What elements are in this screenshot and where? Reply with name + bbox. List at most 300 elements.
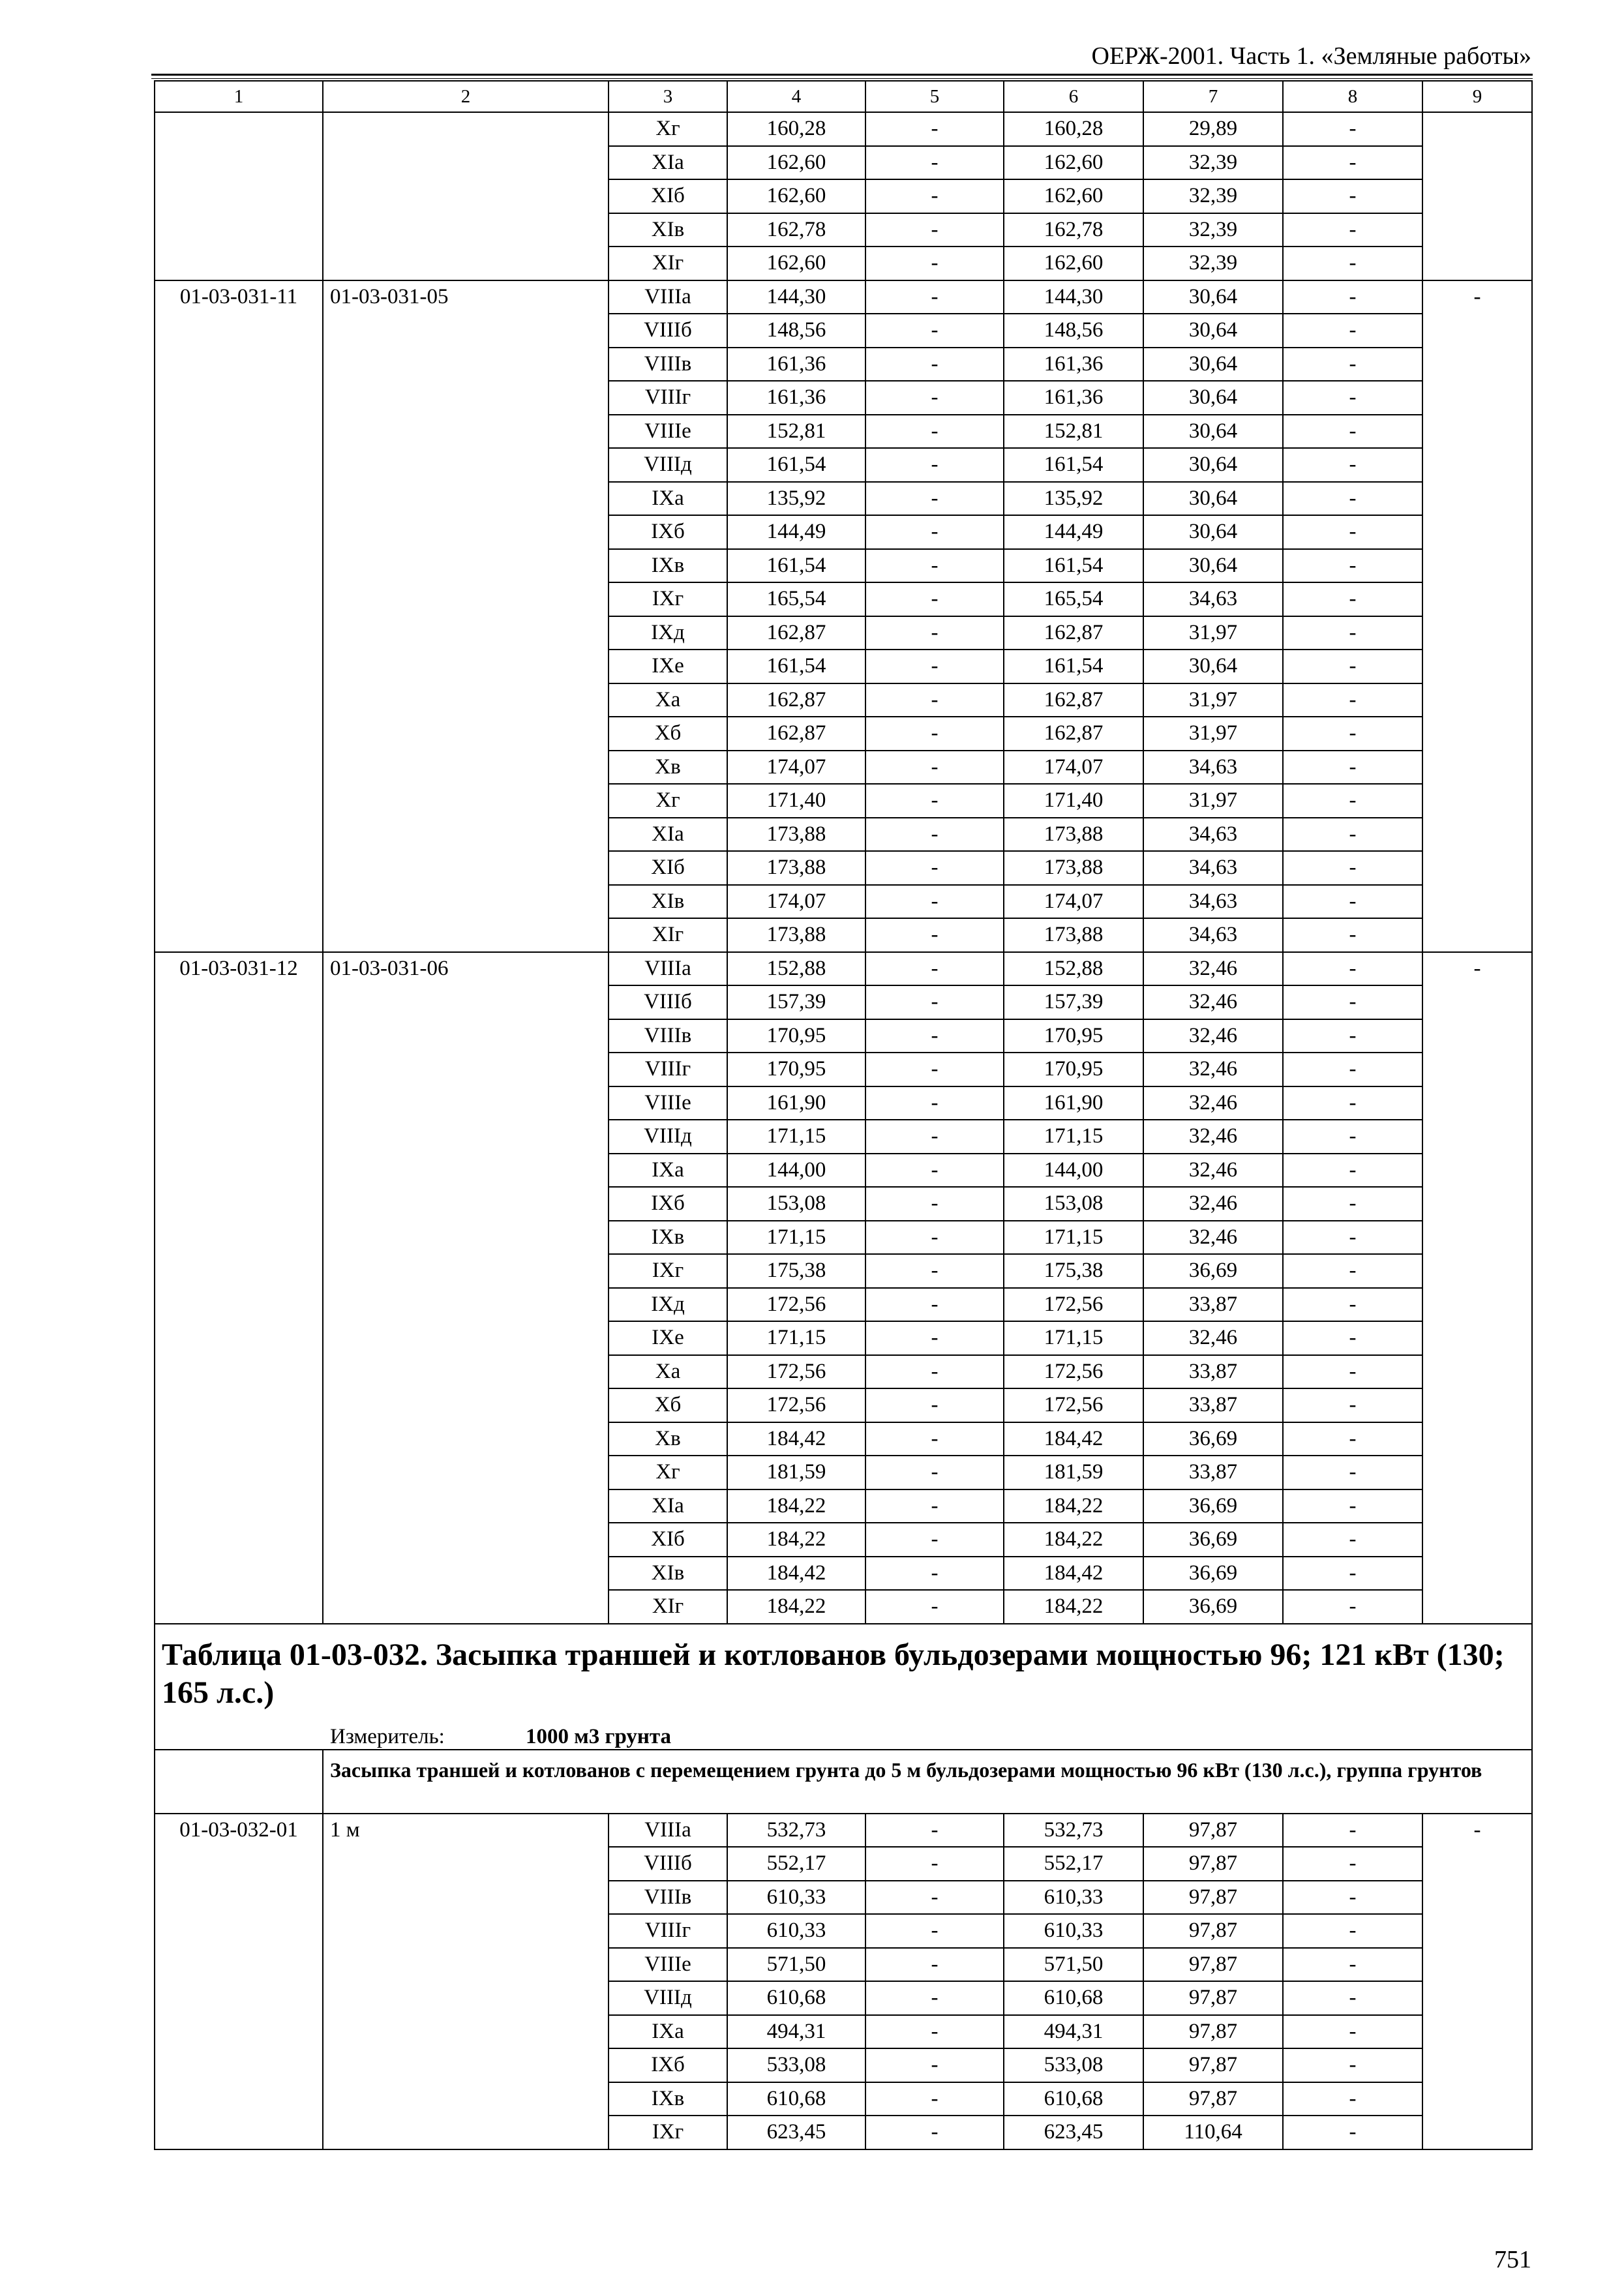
- table-row: [155, 1814, 1532, 1848]
- total-cost-cell: 162,78: [727, 213, 865, 247]
- materials-cell: -: [1283, 146, 1422, 180]
- rate-code-cell: 01-03-032-01: [155, 1814, 323, 2149]
- soil-group-cell: IXд: [609, 616, 727, 650]
- machine-cost-cell: 184,22: [1004, 1489, 1143, 1523]
- wages-cell: -: [865, 1948, 1004, 1982]
- column-number: 8: [1283, 81, 1422, 112]
- machine-cost-cell: 184,22: [1004, 1523, 1143, 1557]
- machine-cost-cell: 144,30: [1004, 280, 1143, 314]
- machine-cost-cell: 161,54: [1004, 650, 1143, 683]
- machinist-wages-cell: 97,87: [1143, 1981, 1283, 2015]
- total-cost-cell: 175,38: [727, 1254, 865, 1288]
- materials-cell: -: [1283, 885, 1422, 919]
- estimate-table: [154, 80, 1533, 2150]
- machine-cost-cell: 152,81: [1004, 415, 1143, 449]
- materials-cell: -: [1283, 415, 1422, 449]
- materials-cell: -: [1283, 1948, 1422, 1982]
- wages-cell: -: [865, 1914, 1004, 1948]
- machinist-wages-cell: 33,87: [1143, 1388, 1283, 1422]
- total-cost-cell: 161,54: [727, 549, 865, 583]
- materials-cell: -: [1283, 1053, 1422, 1086]
- table-body: [155, 81, 1532, 2149]
- soil-group-cell: XIв: [609, 885, 727, 919]
- equipment-cost-cell: -: [1422, 952, 1532, 1624]
- wages-cell: -: [865, 280, 1004, 314]
- wages-cell: -: [865, 582, 1004, 616]
- materials-cell: -: [1283, 650, 1422, 683]
- wages-cell: -: [865, 2082, 1004, 2116]
- table-row: [155, 280, 1532, 314]
- total-cost-cell: 144,30: [727, 280, 865, 314]
- machine-cost-cell: 571,50: [1004, 1948, 1143, 1982]
- materials-cell: -: [1283, 683, 1422, 717]
- materials-cell: -: [1283, 179, 1422, 213]
- wages-cell: -: [865, 1422, 1004, 1456]
- machine-cost-cell: 157,39: [1004, 985, 1143, 1019]
- machinist-wages-cell: 34,63: [1143, 918, 1283, 952]
- total-cost-cell: 161,54: [727, 650, 865, 683]
- machinist-wages-cell: 32,39: [1143, 179, 1283, 213]
- wages-cell: -: [865, 1019, 1004, 1053]
- total-cost-cell: 623,45: [727, 2116, 865, 2149]
- wages-cell: -: [865, 1321, 1004, 1355]
- machinist-wages-cell: 33,87: [1143, 1288, 1283, 1322]
- machine-cost-cell: 184,42: [1004, 1422, 1143, 1456]
- total-cost-cell: 161,36: [727, 381, 865, 415]
- materials-cell: -: [1283, 1254, 1422, 1288]
- materials-cell: -: [1283, 1086, 1422, 1120]
- machine-cost-cell: 162,87: [1004, 717, 1143, 751]
- total-cost-cell: 161,54: [727, 448, 865, 482]
- soil-group-cell: IXб: [609, 2048, 727, 2082]
- total-cost-cell: 162,87: [727, 717, 865, 751]
- wages-cell: -: [865, 1154, 1004, 1188]
- soil-group-cell: VIIIб: [609, 314, 727, 348]
- machinist-wages-cell: 97,87: [1143, 2015, 1283, 2049]
- soil-group-cell: VIIIa: [609, 952, 727, 986]
- total-cost-cell: 171,15: [727, 1321, 865, 1355]
- total-cost-cell: 172,56: [727, 1388, 865, 1422]
- machinist-wages-cell: 32,39: [1143, 146, 1283, 180]
- wages-cell: -: [865, 314, 1004, 348]
- machinist-wages-cell: 36,69: [1143, 1523, 1283, 1557]
- machinist-wages-cell: 33,87: [1143, 1456, 1283, 1489]
- wages-cell: -: [865, 885, 1004, 919]
- soil-group-cell: Xг: [609, 784, 727, 818]
- table-title-cell: [155, 1624, 1532, 1750]
- total-cost-cell: 144,00: [727, 1154, 865, 1188]
- soil-group-cell: VIIIв: [609, 348, 727, 382]
- wages-cell: -: [865, 683, 1004, 717]
- total-cost-cell: 153,08: [727, 1187, 865, 1221]
- machinist-wages-cell: 31,97: [1143, 616, 1283, 650]
- machine-cost-cell: 181,59: [1004, 1456, 1143, 1489]
- soil-group-cell: Xг: [609, 1456, 727, 1489]
- wages-cell: -: [865, 1254, 1004, 1288]
- materials-cell: -: [1283, 717, 1422, 751]
- total-cost-cell: 174,07: [727, 885, 865, 919]
- machine-cost-cell: 184,42: [1004, 1557, 1143, 1591]
- machinist-wages-cell: 97,87: [1143, 2048, 1283, 2082]
- total-cost-cell: 161,90: [727, 1086, 865, 1120]
- materials-cell: -: [1283, 1422, 1422, 1456]
- total-cost-cell: 173,88: [727, 818, 865, 852]
- materials-cell: -: [1283, 582, 1422, 616]
- machine-cost-cell: 161,36: [1004, 348, 1143, 382]
- materials-cell: -: [1283, 1288, 1422, 1322]
- materials-cell: -: [1283, 1557, 1422, 1591]
- total-cost-cell: 494,31: [727, 2015, 865, 2049]
- total-cost-cell: 173,88: [727, 918, 865, 952]
- section-subtitle: Засыпка траншей и котлованов с перемещением грунта до 5 м бульдозерами мощностью 96 кВт (130 л.с.), группа грунтов: [323, 1750, 1532, 1814]
- wages-cell: -: [865, 1053, 1004, 1086]
- machinist-wages-cell: 32,39: [1143, 247, 1283, 280]
- machine-cost-cell: 161,54: [1004, 549, 1143, 583]
- wages-cell: -: [865, 1221, 1004, 1255]
- total-cost-cell: 184,22: [727, 1489, 865, 1523]
- machinist-wages-cell: 36,69: [1143, 1254, 1283, 1288]
- rate-code-cell: 01-03-031-11: [155, 280, 323, 952]
- machinist-wages-cell: 30,64: [1143, 280, 1283, 314]
- wages-cell: -: [865, 1590, 1004, 1624]
- materials-cell: -: [1283, 1321, 1422, 1355]
- equipment-cost-cell: [1422, 112, 1532, 280]
- materials-cell: -: [1283, 918, 1422, 952]
- table-row: [155, 952, 1532, 986]
- total-cost-cell: 170,95: [727, 1053, 865, 1086]
- machinist-wages-cell: 34,63: [1143, 751, 1283, 785]
- total-cost-cell: 184,22: [727, 1590, 865, 1624]
- wages-cell: -: [865, 952, 1004, 986]
- rate-name-cell: [323, 112, 609, 280]
- soil-group-cell: Xв: [609, 1422, 727, 1456]
- total-cost-cell: 610,33: [727, 1881, 865, 1915]
- machine-cost-cell: 160,28: [1004, 112, 1143, 146]
- wages-cell: -: [865, 918, 1004, 952]
- wages-cell: -: [865, 1086, 1004, 1120]
- wages-cell: -: [865, 1187, 1004, 1221]
- wages-cell: -: [865, 1388, 1004, 1422]
- materials-cell: -: [1283, 1914, 1422, 1948]
- measure-label: Измеритель:: [330, 1724, 445, 1748]
- total-cost-cell: 171,15: [727, 1221, 865, 1255]
- total-cost-cell: 571,50: [727, 1948, 865, 1982]
- machinist-wages-cell: 34,63: [1143, 851, 1283, 885]
- machinist-wages-cell: 30,64: [1143, 381, 1283, 415]
- total-cost-cell: 161,36: [727, 348, 865, 382]
- column-number: 3: [609, 81, 727, 112]
- materials-cell: -: [1283, 1489, 1422, 1523]
- wages-cell: -: [865, 448, 1004, 482]
- machinist-wages-cell: 31,97: [1143, 717, 1283, 751]
- materials-cell: -: [1283, 1981, 1422, 2015]
- soil-group-cell: XIг: [609, 247, 727, 280]
- wages-cell: -: [865, 616, 1004, 650]
- machinist-wages-cell: 110,64: [1143, 2116, 1283, 2149]
- materials-cell: -: [1283, 1881, 1422, 1915]
- machinist-wages-cell: 32,46: [1143, 1019, 1283, 1053]
- materials-cell: -: [1283, 280, 1422, 314]
- machinist-wages-cell: 97,87: [1143, 1814, 1283, 1848]
- measure-line: [162, 1726, 1525, 1748]
- wages-cell: -: [865, 415, 1004, 449]
- soil-group-cell: XIб: [609, 851, 727, 885]
- materials-cell: -: [1283, 1120, 1422, 1154]
- total-cost-cell: 184,42: [727, 1422, 865, 1456]
- wages-cell: -: [865, 650, 1004, 683]
- soil-group-cell: IXa: [609, 2015, 727, 2049]
- wages-cell: -: [865, 784, 1004, 818]
- machine-cost-cell: 162,87: [1004, 616, 1143, 650]
- wages-cell: -: [865, 1456, 1004, 1489]
- page-header: ОЕРЖ-2001. Часть 1. «Земляные работы»: [1091, 42, 1531, 70]
- soil-group-cell: XIв: [609, 1557, 727, 1591]
- materials-cell: -: [1283, 1523, 1422, 1557]
- machine-cost-cell: 152,88: [1004, 952, 1143, 986]
- machinist-wages-cell: 36,69: [1143, 1590, 1283, 1624]
- soil-group-cell: IXг: [609, 582, 727, 616]
- soil-group-cell: VIIIд: [609, 1981, 727, 2015]
- total-cost-cell: 533,08: [727, 2048, 865, 2082]
- machine-cost-cell: 162,60: [1004, 247, 1143, 280]
- materials-cell: -: [1283, 1590, 1422, 1624]
- materials-cell: -: [1283, 515, 1422, 549]
- materials-cell: -: [1283, 851, 1422, 885]
- materials-cell: -: [1283, 549, 1422, 583]
- machine-cost-cell: 135,92: [1004, 482, 1143, 516]
- machinist-wages-cell: 30,64: [1143, 314, 1283, 348]
- column-number: 7: [1143, 81, 1283, 112]
- soil-group-cell: VIIIд: [609, 448, 727, 482]
- machine-cost-cell: 161,54: [1004, 448, 1143, 482]
- total-cost-cell: 160,28: [727, 112, 865, 146]
- materials-cell: -: [1283, 213, 1422, 247]
- materials-cell: -: [1283, 2048, 1422, 2082]
- total-cost-cell: 173,88: [727, 851, 865, 885]
- wages-cell: -: [865, 549, 1004, 583]
- materials-cell: -: [1283, 751, 1422, 785]
- machinist-wages-cell: 32,46: [1143, 1053, 1283, 1086]
- rate-code-cell: 01-03-031-12: [155, 952, 323, 1624]
- machinist-wages-cell: 30,64: [1143, 515, 1283, 549]
- machine-cost-cell: 161,90: [1004, 1086, 1143, 1120]
- rate-code-cell: [155, 112, 323, 280]
- total-cost-cell: 144,49: [727, 515, 865, 549]
- soil-group-cell: XIг: [609, 1590, 727, 1624]
- total-cost-cell: 532,73: [727, 1814, 865, 1848]
- materials-cell: -: [1283, 2082, 1422, 2116]
- soil-group-cell: VIIIе: [609, 415, 727, 449]
- machinist-wages-cell: 32,46: [1143, 1120, 1283, 1154]
- table-row: [155, 112, 1532, 146]
- soil-group-cell: VIIIa: [609, 280, 727, 314]
- machinist-wages-cell: 31,97: [1143, 784, 1283, 818]
- wages-cell: -: [865, 1523, 1004, 1557]
- machine-cost-cell: 162,78: [1004, 213, 1143, 247]
- machine-cost-cell: 171,15: [1004, 1221, 1143, 1255]
- soil-group-cell: XIб: [609, 1523, 727, 1557]
- total-cost-cell: 610,68: [727, 1981, 865, 2015]
- wages-cell: -: [865, 2116, 1004, 2149]
- soil-group-cell: VIIIв: [609, 1881, 727, 1915]
- machinist-wages-cell: 34,63: [1143, 885, 1283, 919]
- soil-group-cell: VIIIд: [609, 1120, 727, 1154]
- subtitle-empty-cell: [155, 1750, 323, 1814]
- machinist-wages-cell: 36,69: [1143, 1422, 1283, 1456]
- total-cost-cell: 148,56: [727, 314, 865, 348]
- machinist-wages-cell: 34,63: [1143, 818, 1283, 852]
- soil-group-cell: XIa: [609, 1489, 727, 1523]
- machinist-wages-cell: 30,64: [1143, 549, 1283, 583]
- machine-cost-cell: 153,08: [1004, 1187, 1143, 1221]
- soil-group-cell: IXa: [609, 1154, 727, 1188]
- materials-cell: -: [1283, 1154, 1422, 1188]
- materials-cell: -: [1283, 616, 1422, 650]
- soil-group-cell: VIIIг: [609, 381, 727, 415]
- soil-group-cell: VIIIе: [609, 1948, 727, 1982]
- total-cost-cell: 162,87: [727, 683, 865, 717]
- total-cost-cell: 165,54: [727, 582, 865, 616]
- total-cost-cell: 610,33: [727, 1914, 865, 1948]
- machine-cost-cell: 172,56: [1004, 1388, 1143, 1422]
- soil-group-cell: XIб: [609, 179, 727, 213]
- materials-cell: -: [1283, 952, 1422, 986]
- machinist-wages-cell: 32,46: [1143, 985, 1283, 1019]
- table-title: Таблица 01-03-032. Засыпка траншей и котлованов бульдозерами мощностью 96; 121 кВт (130; 165 л.с.): [162, 1637, 1505, 1710]
- total-cost-cell: 610,68: [727, 2082, 865, 2116]
- machine-cost-cell: 171,15: [1004, 1120, 1143, 1154]
- materials-cell: -: [1283, 985, 1422, 1019]
- section-subtitle-row: [155, 1750, 1532, 1814]
- column-number: 1: [155, 81, 323, 112]
- machine-cost-cell: 173,88: [1004, 818, 1143, 852]
- soil-group-cell: XIa: [609, 818, 727, 852]
- machine-cost-cell: 175,38: [1004, 1254, 1143, 1288]
- soil-group-cell: Xг: [609, 112, 727, 146]
- materials-cell: -: [1283, 1847, 1422, 1881]
- machine-cost-cell: 623,45: [1004, 2116, 1143, 2149]
- wages-cell: -: [865, 179, 1004, 213]
- machine-cost-cell: 171,15: [1004, 1321, 1143, 1355]
- soil-group-cell: VIIIa: [609, 1814, 727, 1848]
- materials-cell: -: [1283, 314, 1422, 348]
- rate-name-cell: 01-03-031-05: [323, 280, 609, 952]
- machine-cost-cell: 173,88: [1004, 851, 1143, 885]
- total-cost-cell: 152,88: [727, 952, 865, 986]
- machine-cost-cell: 610,33: [1004, 1914, 1143, 1948]
- column-number-row: [155, 81, 1532, 112]
- machine-cost-cell: 533,08: [1004, 2048, 1143, 2082]
- soil-group-cell: VIIIб: [609, 985, 727, 1019]
- machinist-wages-cell: 30,64: [1143, 415, 1283, 449]
- soil-group-cell: IXa: [609, 482, 727, 516]
- machine-cost-cell: 552,17: [1004, 1847, 1143, 1881]
- machine-cost-cell: 610,68: [1004, 1981, 1143, 2015]
- machinist-wages-cell: 32,46: [1143, 1086, 1283, 1120]
- wages-cell: -: [865, 1355, 1004, 1389]
- soil-group-cell: XIг: [609, 918, 727, 952]
- materials-cell: -: [1283, 2015, 1422, 2049]
- machine-cost-cell: 148,56: [1004, 314, 1143, 348]
- soil-group-cell: Xa: [609, 683, 727, 717]
- soil-group-cell: IXб: [609, 515, 727, 549]
- wages-cell: -: [865, 213, 1004, 247]
- wages-cell: -: [865, 818, 1004, 852]
- soil-group-cell: IXе: [609, 1321, 727, 1355]
- soil-group-cell: VIIIв: [609, 1019, 727, 1053]
- total-cost-cell: 162,87: [727, 616, 865, 650]
- machinist-wages-cell: 32,46: [1143, 1221, 1283, 1255]
- wages-cell: -: [865, 1288, 1004, 1322]
- wages-cell: -: [865, 985, 1004, 1019]
- machinist-wages-cell: 30,64: [1143, 650, 1283, 683]
- machine-cost-cell: 174,07: [1004, 751, 1143, 785]
- machine-cost-cell: 170,95: [1004, 1019, 1143, 1053]
- total-cost-cell: 162,60: [727, 247, 865, 280]
- wages-cell: -: [865, 751, 1004, 785]
- materials-cell: -: [1283, 112, 1422, 146]
- machine-cost-cell: 170,95: [1004, 1053, 1143, 1086]
- header-rule-thin: [151, 78, 1533, 79]
- total-cost-cell: 135,92: [727, 482, 865, 516]
- soil-group-cell: IXд: [609, 1288, 727, 1322]
- wages-cell: -: [865, 348, 1004, 382]
- soil-group-cell: XIв: [609, 213, 727, 247]
- machinist-wages-cell: 97,87: [1143, 2082, 1283, 2116]
- soil-group-cell: IXе: [609, 650, 727, 683]
- measure-value: 1000 м3 грунта: [526, 1724, 672, 1748]
- machinist-wages-cell: 32,46: [1143, 952, 1283, 986]
- materials-cell: -: [1283, 1814, 1422, 1848]
- soil-group-cell: VIIIб: [609, 1847, 727, 1881]
- wages-cell: -: [865, 1981, 1004, 2015]
- materials-cell: -: [1283, 784, 1422, 818]
- materials-cell: -: [1283, 818, 1422, 852]
- wages-cell: -: [865, 851, 1004, 885]
- wages-cell: -: [865, 1489, 1004, 1523]
- column-number: 5: [865, 81, 1004, 112]
- total-cost-cell: 162,60: [727, 179, 865, 213]
- materials-cell: -: [1283, 247, 1422, 280]
- machine-cost-cell: 165,54: [1004, 582, 1143, 616]
- materials-cell: -: [1283, 1388, 1422, 1422]
- wages-cell: -: [865, 146, 1004, 180]
- soil-group-cell: IXб: [609, 1187, 727, 1221]
- total-cost-cell: 181,59: [727, 1456, 865, 1489]
- total-cost-cell: 170,95: [727, 1019, 865, 1053]
- page-number: 751: [1494, 2246, 1531, 2273]
- equipment-cost-cell: -: [1422, 1814, 1532, 2149]
- soil-group-cell: Xб: [609, 717, 727, 751]
- soil-group-cell: VIIIг: [609, 1053, 727, 1086]
- header-rule: [151, 74, 1533, 76]
- wages-cell: -: [865, 1847, 1004, 1881]
- total-cost-cell: 171,15: [727, 1120, 865, 1154]
- total-cost-cell: 552,17: [727, 1847, 865, 1881]
- wages-cell: -: [865, 482, 1004, 516]
- wages-cell: -: [865, 247, 1004, 280]
- machinist-wages-cell: 33,87: [1143, 1355, 1283, 1389]
- machine-cost-cell: 144,49: [1004, 515, 1143, 549]
- total-cost-cell: 171,40: [727, 784, 865, 818]
- soil-group-cell: Xв: [609, 751, 727, 785]
- soil-group-cell: IXв: [609, 2082, 727, 2116]
- machinist-wages-cell: 29,89: [1143, 112, 1283, 146]
- wages-cell: -: [865, 112, 1004, 146]
- materials-cell: -: [1283, 1019, 1422, 1053]
- soil-group-cell: IXг: [609, 1254, 727, 1288]
- soil-group-cell: IXв: [609, 1221, 727, 1255]
